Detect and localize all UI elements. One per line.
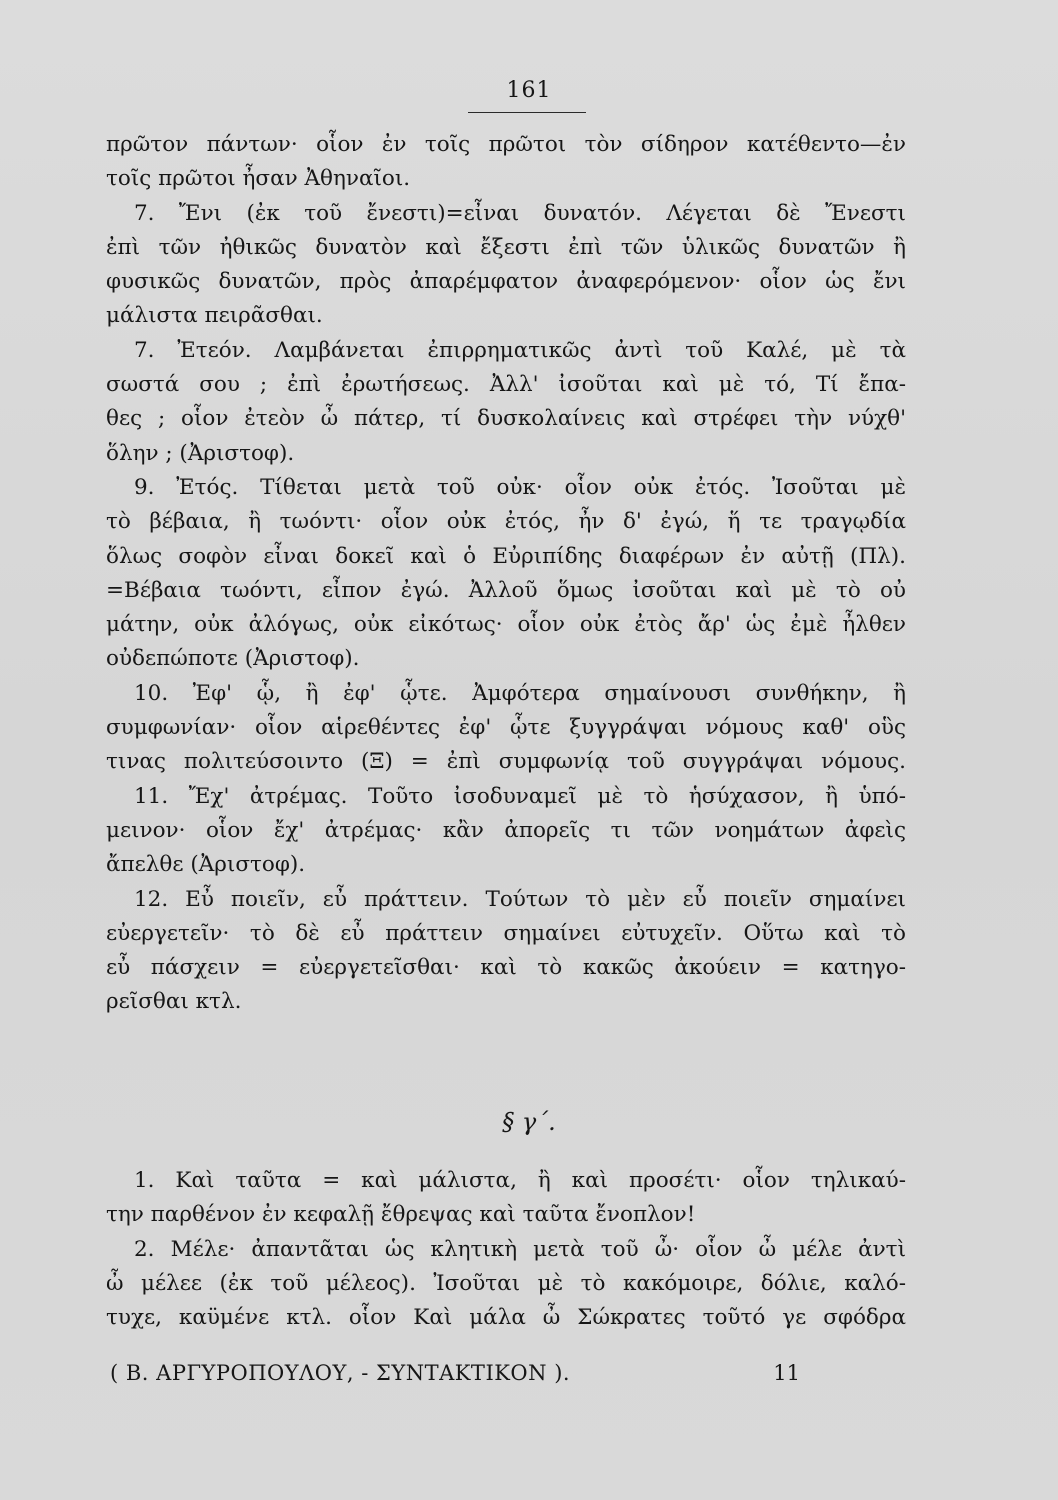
- text-line: 12. Εὖ ποιεῖν, εὖ πράττειν. Τούτων τὸ μὲν εὖ ποιεῖν σημαίνει: [134, 886, 906, 912]
- text-line: 7. Ἐτεόν. Λαμβάνεται ἐπιρρηματικῶς ἀντὶ τοῦ Καλέ, μὲ τὰ: [134, 337, 906, 363]
- text-line: τυχε, καϋμένε κτλ. οἷον Καὶ μάλα ὦ Σώκρατες τοῦτό γε σφόδρα: [106, 1305, 906, 1331]
- page-footer: [110, 1356, 800, 1390]
- text-line: ὅλως σοφὸν εἶναι δοκεῖ καὶ ὁ Εὐριπίδης διαφέρων ἐν αὐτῇ (Πλ).: [106, 543, 906, 569]
- text-line: τοῖς πρῶτοι ἦσαν Ἀθηναῖοι.: [106, 166, 411, 192]
- text-line: σωστά σου ; ἐπὶ ἐρωτήσεως. Ἀλλ' ἰσοῦται καὶ μὲ τό, Τί ἔπα-: [106, 372, 906, 398]
- text-block-2: [106, 1164, 906, 1335]
- footer-signature: ( Β. ΑΡΓΥΡΟΠΟΥΛΟΥ, - ΣΥΝΤΑΚΤΙΚΟΝ ).: [110, 1361, 571, 1385]
- text-line: εὐεργετεῖν· τὸ δὲ εὖ πράττειν σημαίνει εὐτυχεῖν. Οὕτω καὶ τὸ: [106, 920, 906, 946]
- section-heading: § γ΄.: [502, 1108, 556, 1136]
- text-line: μάτην, οὐκ ἀλόγως, οὐκ εἰκότως· οἷον οὐκ ἐτὸς ἄρ' ὡς ἐμὲ ἦλθεν: [106, 612, 906, 638]
- text-line: τὸ βέβαια, ἢ τωόντι· οἷον οὐκ ἐτός, ἦν δ' ἐγώ, ἥ τε τραγῳδία: [106, 509, 906, 535]
- text-line: μάλιστα πειρᾶσθαι.: [106, 303, 323, 329]
- text-line: 1. Καὶ ταῦτα = καὶ μάλιστα, ἢ καὶ προσέτι· οἷον τηλικαύ-: [134, 1168, 906, 1193]
- text-line: θες ; οἷον ἐτεὸν ὦ πάτερ, τί δυσκολαίνεις καὶ στρέφει τὴν νύχθ': [106, 406, 906, 432]
- text-block-1: [106, 128, 906, 1020]
- text-line: 9. Ἐτός. Τίθεται μετὰ τοῦ οὐκ· οἷον οὐκ ἐτός. Ἰσοῦται μὲ: [134, 474, 906, 500]
- text-line: 11. Ἔχ' ἀτρέμας. Τοῦτο ἰσοδυναμεῖ μὲ τὸ ἡσύχασον, ἢ ὑπό-: [134, 783, 906, 809]
- text-line: πρῶτον πάντων· οἷον ἐν τοῖς πρῶτοι τὸν σίδηρον κατέθεντο—ἐν: [106, 132, 906, 157]
- text-line: ὅλην ; (Ἀριστοφ).: [106, 440, 295, 466]
- text-line: =Βέβαια τωόντι, εἶπον ἐγώ. Ἀλλοῦ ὅμως ἰσοῦται καὶ μὲ τὸ οὐ: [106, 577, 906, 603]
- text-line: 2. Μέλε· ἀπαντᾶται ὡς κλητικὴ μετὰ τοῦ ὦ· οἷον ὦ μέλε ἀντὶ: [134, 1236, 906, 1262]
- header-rule: [468, 112, 586, 113]
- text-line: την παρθένον ἐν κεφαλῇ ἔθρεψας καὶ ταῦτα ἔνοπλον!: [106, 1202, 696, 1228]
- page-number: 161: [506, 78, 552, 103]
- text-line: εὖ πάσχειν = εὐεργετεῖσθαι· καὶ τὸ κακῶς ἀκούειν = κατηγο-: [106, 955, 906, 981]
- text-line: ρεῖσθαι κτλ.: [106, 989, 242, 1015]
- footer-sheet-number: 11: [773, 1361, 800, 1385]
- text-line: ὦ μέλεε (ἐκ τοῦ μέλεος). Ἰσοῦται μὲ τὸ κακόμοιρε, δόλιε, καλό-: [106, 1270, 906, 1296]
- text-line: ἄπελθε (Ἀριστοφ).: [106, 852, 306, 878]
- text-line: μεινον· οἷον ἔχ' ἀτρέμας· κἂν ἀπορεῖς τι τῶν νοημάτων ἀφεὶς: [106, 817, 906, 843]
- text-line: φυσικῶς δυνατῶν, πρὸς ἀπαρέμφατον ἀναφερόμενον· οἷον ὡς ἔνι: [106, 269, 906, 295]
- text-line: 7. Ἔνι (ἐκ τοῦ ἔνεστι)=εἶναι δυνατόν. Λέγεται δὲ Ἔνεστι: [134, 200, 906, 226]
- text-line: οὐδεπώποτε (Ἀριστοφ).: [106, 646, 360, 672]
- text-line: συμφωνίαν· οἷον αἱρεθέντες ἐφ' ᾧτε ξυγγράψαι νόμους καθ' οὓς: [106, 715, 906, 741]
- text-line: 10. Ἐφ' ᾧ, ἢ ἐφ' ᾧτε. Ἀμφότερα σημαίνουσι συνθήκην, ἢ: [134, 680, 906, 706]
- text-line: ἐπὶ τῶν ἠθικῶς δυνατὸν καὶ ἔξεστι ἐπὶ τῶν ὑλικῶς δυνατῶν ἢ: [106, 234, 906, 260]
- text-line: τινας πολιτεύσοιντο (Ξ) = ἐπὶ συμφωνίᾳ τοῦ συγγράψαι νόμους.: [106, 749, 906, 775]
